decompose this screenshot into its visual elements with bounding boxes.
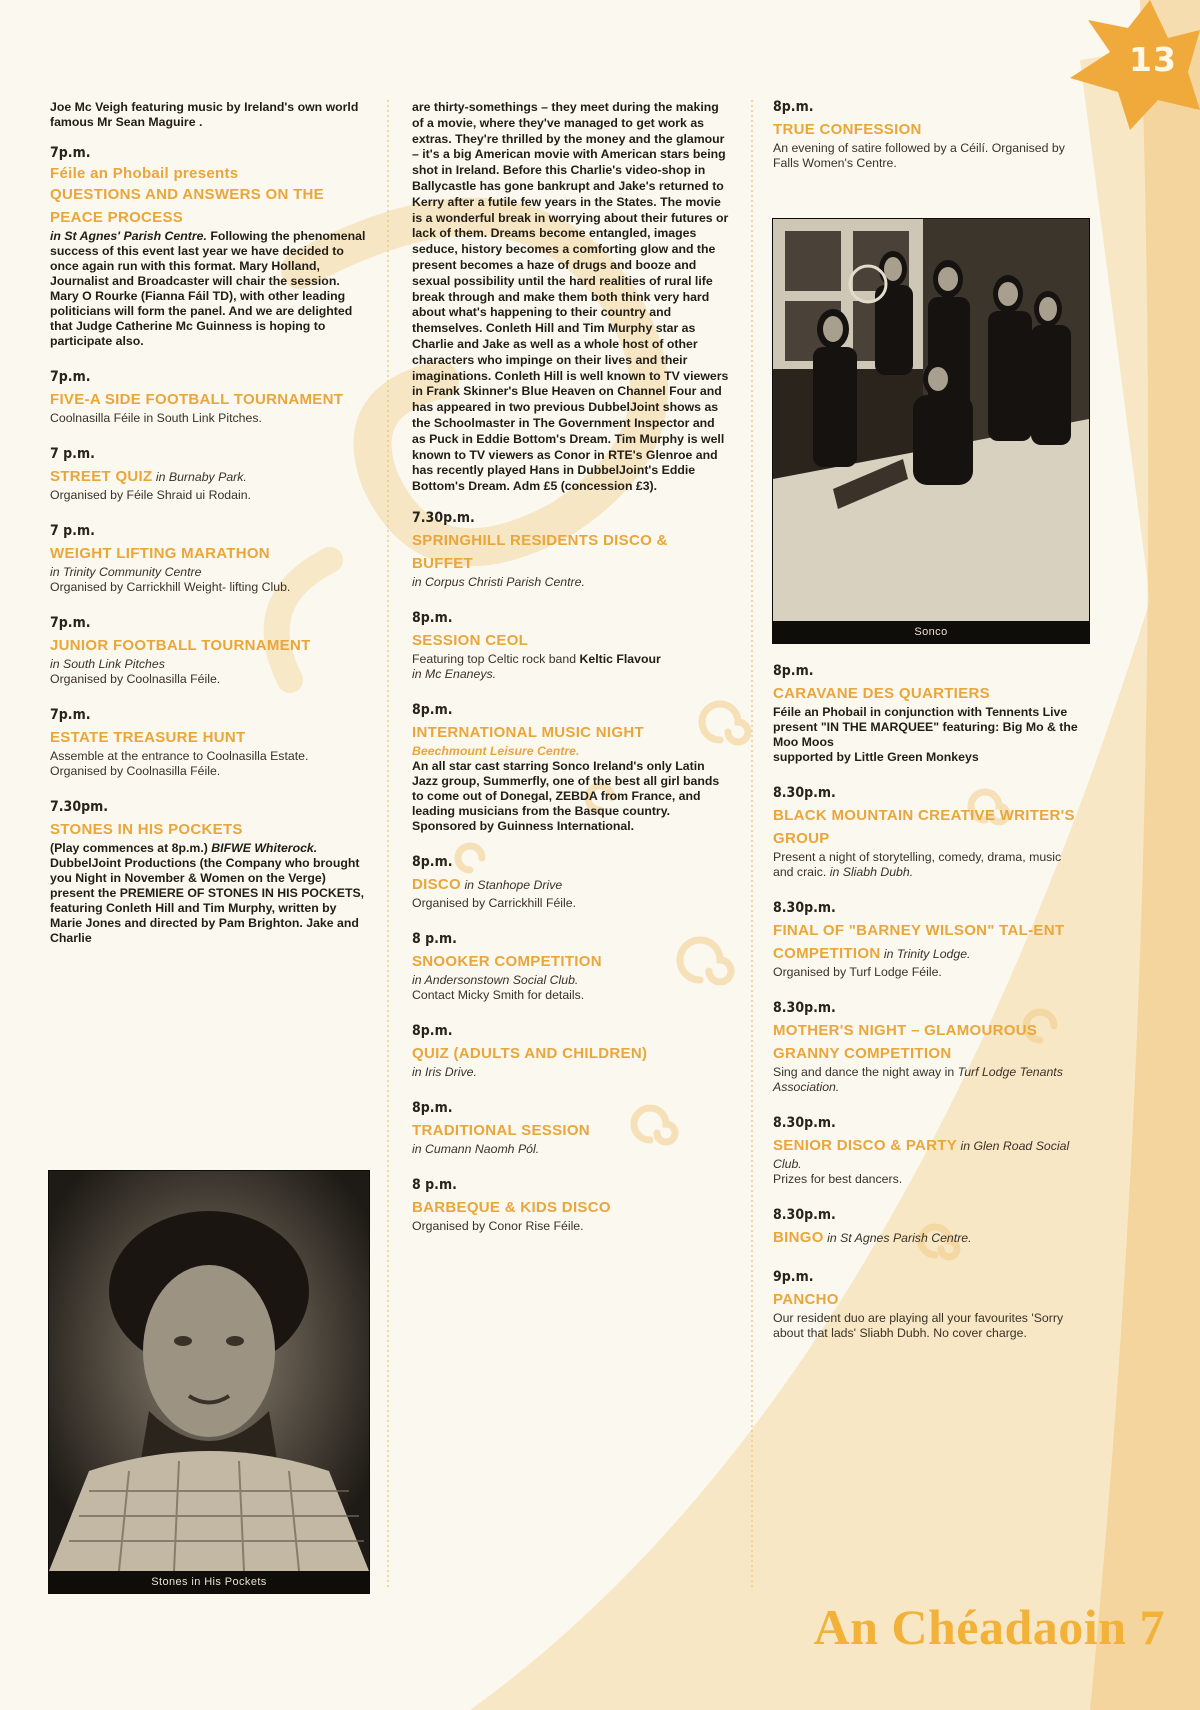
event-time: 8p.m. [773,663,814,679]
event-support: supported by Little Green Monkeys [773,750,979,764]
event-block [773,1208,1083,1249]
event-venue: in Burnaby Park. [155,470,247,484]
event-block [773,664,1083,765]
event-venue: in Mc Enaneys. [412,666,497,681]
event-time: 7p.m. [50,145,91,161]
event-details: Following the phenomenal success of this event last year we have decided to once again run with this format. Mary Holland, Journalist and Broadcaster will chair the session. Mary O Rourke (Fianna Fáil TD), with other leading politicians will form the panel. And we are delighted that Judge Catherine Mc Guinness is hoping to participate also. [50,229,366,348]
schedule-column-3-lower [773,664,1083,1362]
event-details: Organised by Féile Shraid ui Rodain. [50,488,251,502]
photo-caption: Stones in His Pockets [49,1571,369,1593]
event-block [773,1270,1083,1341]
event-time: 8p.m. [412,701,453,718]
event-venue: in Trinity Community Centre [50,565,202,579]
event-title: STREET QUIZ [50,468,153,485]
event-details: DubbelJoint Productions (the Company who brought you Night in November & Women on the Verge) present the PREMIERE OF STONES IN HIS POCKETS, featuring Conleth Hill and Tim Murphy, written by Marie Jones and directed by Pam Brighton. Jake and Charlie [50,856,365,945]
event-time: 7 p.m. [50,523,95,539]
event-block [412,1024,730,1080]
event-block [412,932,730,1003]
event-time: 8.30p.m. [773,1000,836,1016]
event-block [50,800,368,946]
event-title: ESTATE TREASURE HUNT [50,729,246,746]
event-block [773,1001,1083,1095]
photo-sonco [772,218,1090,644]
event-venue: in Stanhope Drive [464,877,563,892]
event-time: 8 p.m. [412,1176,457,1193]
event-time: 7.30pm. [50,799,109,815]
event-block [412,855,730,911]
event-venue: in Trinity Lodge. [883,947,971,961]
event-block [412,1101,730,1157]
event-title: SNOOKER COMPETITION [412,952,602,970]
event-time: 8p.m. [773,99,814,115]
event-block [412,703,730,834]
band-photo [773,219,1089,621]
event-time: 8p.m. [412,853,453,870]
event-details: Our resident duo are playing all your favourites 'Sorry about that lads' Sliabh Dubh. No cover charge. [773,1311,1064,1340]
schedule-column-1 [50,100,368,967]
event-title: BLACK MOUNTAIN CREATIVE WRITER'S GROUP [773,807,1075,847]
event-title: BINGO [773,1229,824,1246]
event-time: 8p.m. [412,1022,453,1039]
event-time: 7p.m. [50,369,91,385]
event-block [773,1116,1083,1187]
event-title: STONES IN HIS POCKETS [50,821,243,838]
event-details: Prizes for best dancers. [773,1172,903,1186]
event-block [773,100,1083,171]
event-details: Coolnasilla Féile in South Link Pitches. [50,411,262,425]
event-title: DISCO [412,875,462,893]
event-venue: in Cumann Naomh Pól. [412,1141,540,1156]
event-details: Féile an Phobail in conjunction with Tennents Live present "IN THE MARQUEE" featuring: Big Mo & the Moo Moos [773,705,1078,749]
page-number: 13 [1129,40,1177,79]
event-venue: Beechmount Leisure Centre. [412,743,580,758]
photo-stones-in-his-pockets [48,1170,370,1594]
event-details: Assemble at the entrance to Coolnasilla Estate. Organised by Coolnasilla Féile. [50,749,309,778]
event-details: Sing and dance the night away in [773,1065,955,1079]
event-details: Contact Micky Smith for details. [412,987,585,1002]
event-block [50,447,368,503]
event-block [50,616,368,687]
event-time: 7 p.m. [50,446,95,462]
event-time: 9p.m. [773,1269,814,1285]
event-block [50,370,368,426]
event-time: 7.30p.m. [412,509,475,526]
event-title: SPRINGHILL RESIDENTS DISCO & BUFFET [412,531,668,572]
event-venue: in Glen Road Social Club. [773,1139,1070,1171]
event-title: TRADITIONAL SESSION [412,1121,590,1139]
schedule-column-3 [773,100,1083,192]
event-details: Present a night of storytelling, comedy, drama, music and craic. [773,850,1062,879]
event-details: Organised by Carrickhill Féile. [412,895,577,910]
event-details: Organised by Conor Rise Féile. [412,1218,584,1233]
event-title: SESSION CEOL [412,631,529,649]
event-details: Featuring top Celtic rock band [412,651,577,666]
event-block [50,524,368,595]
event-band: Keltic Flavour [579,651,661,666]
schedule-column-2 [412,100,730,1255]
event-time: 8.30p.m. [773,900,836,916]
event-presenter: Féile an Phobail presents [50,165,239,182]
event-title: QUESTIONS AND ANSWERS ON THE PEACE PROCESS [50,186,324,226]
event-time: 7p.m. [50,707,91,723]
event-time: 8p.m. [412,1099,453,1116]
event-details: An all star cast starring Sonco Ireland's only Latin Jazz group, Summerfly, one of the best all girl bands to come out of Donegal, ZEBDA from France, and leading musicians from the Basque country. Sponsored by Guinness International. [412,758,720,833]
event-title: MOTHER'S NIGHT – GLAMOUROUS GRANNY COMPETITION [773,1022,1038,1062]
event-block [412,611,730,682]
event-title: JUNIOR FOOTBALL TOURNAMENT [50,637,311,654]
event-block [773,901,1083,980]
event-title: INTERNATIONAL MUSIC NIGHT [412,723,644,741]
event-title: QUIZ (ADULTS AND CHILDREN) [412,1044,648,1062]
event-block [412,1178,730,1234]
event-title: CARAVANE DES QUARTIERS [773,685,990,702]
event-title: WEIGHT LIFTING MARATHON [50,545,270,562]
event-title: FINAL OF "BARNEY WILSON" TAL-ENT COMPETITION [773,922,1065,962]
event-block [412,511,730,590]
event-title: SENIOR DISCO & PARTY [773,1137,958,1154]
intro-text: are thirty-somethings – they meet during the making of a movie, where they've managed to get work as extras. They're thrilled by the money and the glamour – it's a big American movie with American stars being shot in Ireland. Before this Charlie's video-shop in Ballycastle has gone bankrupt and Jake's returned to Kerry after a futile few years in the States. The movie is a wonderful break in worrying about their futures or lack of them. Dreams become entangled, images seduce, history becomes a comforting glow and the present becomes a haze of drugs and booze and sexual possibility until the hard realities of rural life break through and make them both think very hard about what's happening to their country and themselves. Conleth Hill and Tim Murphy star as Charlie and Jake as well as a whole host of other characters who impinge on their lives and their imaginations. Conleth Hill is well known to TV viewers in Frank Skinner's Blue Heaven on Channel Four and has appeared in two previous DubbelJoint shows as the Schoolmaster in The Government Inspector and as Puck in Eddie Bottom's Dream. Tim Murphy is well known to TV viewers as Conor in RTE's Glenroe and has recently played Hans in DubbelJoint's Eddie Bottom's Dream. Adm £5 (concession £3). [412,100,729,494]
event-block [773,786,1083,880]
event-details: Organised by Carrickhill Weight- lifting Club. [50,580,291,594]
event-title: BARBEQUE & KIDS DISCO [412,1198,611,1216]
event-block [50,708,368,779]
portrait-photo [49,1171,369,1571]
event-venue: in Sliabh Dubh. [829,865,914,879]
event-venue: in St Agnes' Parish Centre. [50,229,207,243]
event-time: 7p.m. [50,615,91,631]
event-details: Organised by Turf Lodge Féile. [773,965,942,979]
event-details: An evening of satire followed by a Céilí. Organised by Falls Women's Centre. [773,141,1065,170]
event-title: PANCHO [773,1291,839,1308]
event-time: 8.30p.m. [773,1207,836,1223]
photo-caption: Sonco [773,621,1089,643]
event-venue: in Iris Drive. [412,1064,477,1079]
event-time: 8p.m. [412,609,453,626]
event-details: Organised by Coolnasilla Féile. [50,672,221,686]
intro-text: Joe Mc Veigh featuring music by Ireland's own world famous Mr Sean Maguire . [50,100,359,129]
event-time: 8.30p.m. [773,785,836,801]
event-block [50,146,368,349]
event-note: (Play commences at 8p.m.) [50,841,208,855]
event-title: FIVE-A SIDE FOOTBALL TOURNAMENT [50,391,344,408]
event-time: 8 p.m. [412,930,457,947]
event-title: TRUE CONFESSION [773,121,922,138]
event-venue: in St Agnes Parish Centre. [827,1231,972,1245]
footer-day-title: An Chéadaoin 7 [813,1599,1165,1655]
event-venue: Turf Lodge Tenants Association. [773,1065,1063,1094]
event-time: 8.30p.m. [773,1115,836,1131]
event-venue: in South Link Pitches [50,657,165,671]
event-venue: BIFWE Whiterock. [211,841,318,855]
event-venue: in Andersonstown Social Club. [412,972,579,987]
event-venue: in Corpus Christi Parish Centre. [412,574,585,589]
